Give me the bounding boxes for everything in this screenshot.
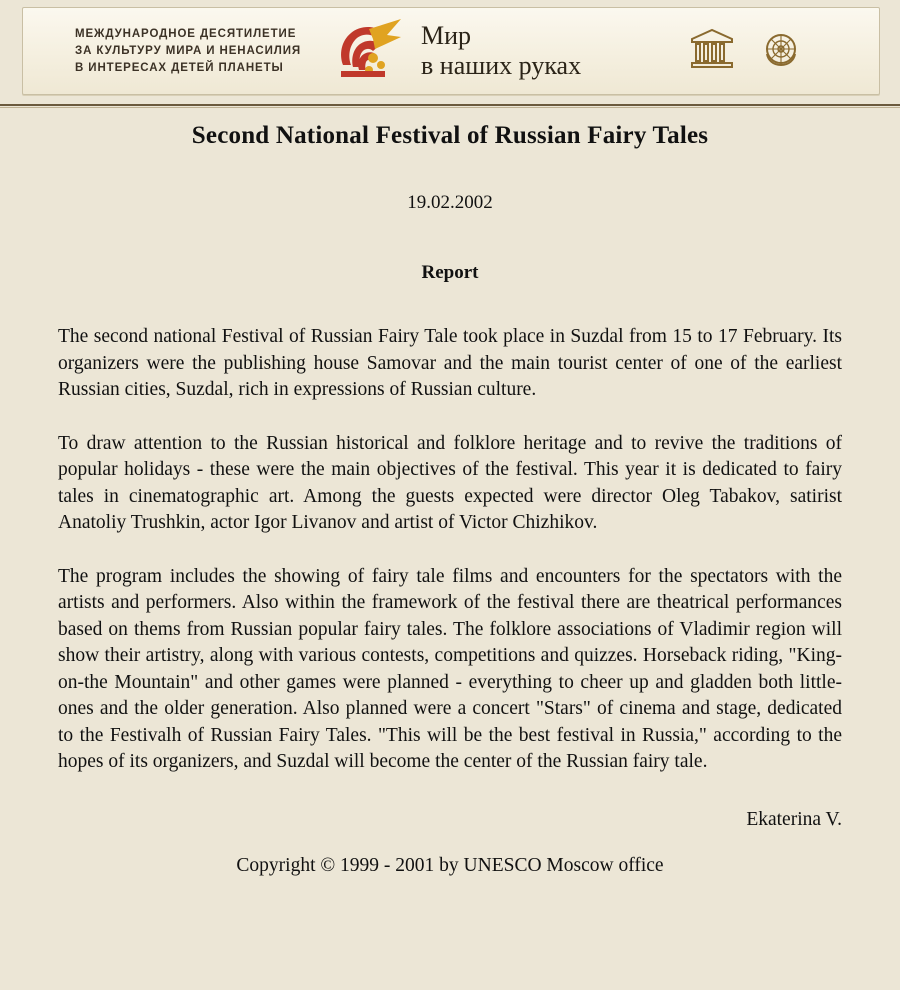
author-signature: Ekaterina V. <box>746 808 842 830</box>
document-subtitle: Report <box>421 262 479 283</box>
header-divider <box>0 104 900 106</box>
header-banner-area <box>0 0 900 100</box>
header-divider-light <box>0 107 900 108</box>
banner-slogan <box>23 26 323 77</box>
banner-slogan-line-3: В ИНТЕРЕСАХ ДЕТЕЙ ПЛАНЕТЫ <box>75 61 284 74</box>
united-nations-emblem <box>759 27 803 76</box>
banner-emblems <box>689 27 879 76</box>
document-content <box>0 110 900 877</box>
paragraph: The second national Festival of Russian Fairy Tale took place in Suzdal from 15 to 17 February. Its organizers were the publishing house Samovar and the main tourist center of one of the earliest Russian cities, Suzdal, rich in expressions of Russian culture. <box>58 326 842 400</box>
hand-and-dove-logo <box>323 15 415 87</box>
unesco-temple-emblem <box>689 27 735 76</box>
document-date: 19.02.2002 <box>407 192 493 213</box>
banner-slogan-line-2: ЗА КУЛЬТУРУ МИРА И НЕНАСИЛИЯ <box>75 44 302 57</box>
page-title: Second National Festival of Russian Fairy Tales <box>191 122 709 149</box>
document-body <box>58 284 842 776</box>
banner-title <box>415 21 689 81</box>
banner-title-line-1: Мир <box>421 21 472 50</box>
copyright-footer: Copyright © 1999 - 2001 by UNESCO Moscow office <box>236 854 664 876</box>
banner-title-line-2: в наших руках <box>421 51 582 80</box>
paragraph: To draw attention to the Russian historical and folklore heritage and to revive the traditions of popular holidays - these were the main objectives of the festival. This year it is dedicated to fairy tales in cinematographic art. Among the guests expected were director Oleg Tabakov, satirist Anatoliy Trushkin, actor Igor Livanov and artist of Victor Chizhikov. <box>58 432 842 533</box>
banner-slogan-line-1: МЕЖДУНАРОДНОЕ ДЕСЯТИЛЕТИЕ <box>75 27 297 40</box>
header-banner <box>22 7 880 95</box>
paragraph: The program includes the showing of fairy tale films and encounters for the spectators with the artists and performers. Also within the framework of the festival there are theatrical performances based on thems from Russian popular fairy tales. The folklore associations of Vladimir region will show their artistry, along with various contests, competitions and quizzes. Horseback riding, "King-on-the Mountain" and other games were planned - everything to cheer up and gladden both little-ones and the older generation. Also planned were a concert "Stars" of cinema and stage, dedicated to the Festivalh of Russian Fairy Tales. "This will be the best festival in Russia," according to the hopes of its organizers, and Suzdal will become the center of the Russian fairy tale. <box>58 565 842 772</box>
